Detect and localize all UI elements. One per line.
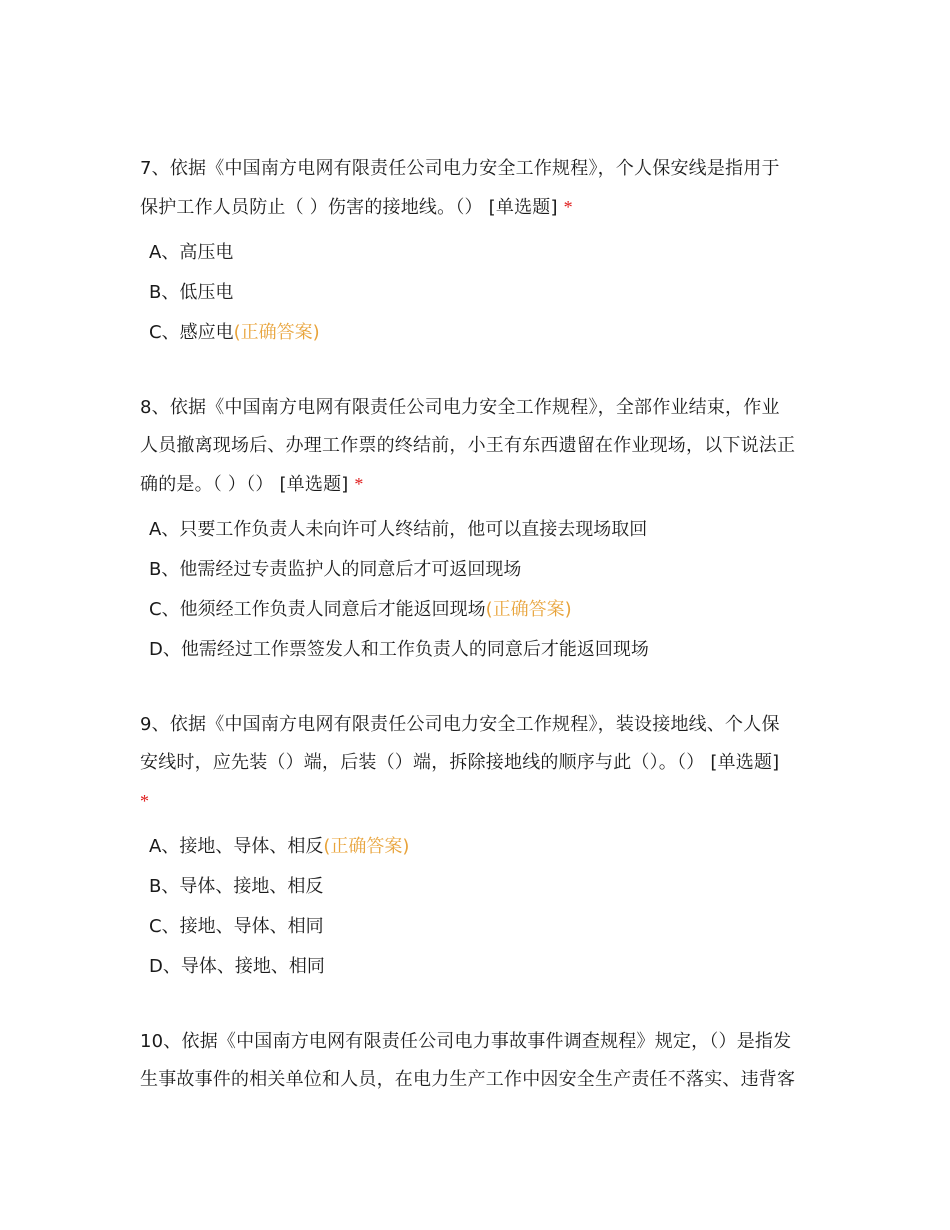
question-line-3: 确的是。（ ）（） [140,474,274,495]
option-b[interactable] [140,273,820,313]
question-line-2: 生事故事件的相关单位和人员，在电力生产工作中因安全生产责任不落实、违背客 [140,1069,796,1090]
option-label: D、他需经过工作票签发人和工作负责人的同意后才能返回现场 [149,639,649,660]
question-8 [140,389,820,670]
question-line-1: 10、依据《中国南方电网有限责任公司电力事故事件调查规程》规定，（）是指发 [140,1031,792,1052]
question-7 [140,150,820,353]
question-type: [单选题] [279,474,349,495]
question-line-2: 人员撤离现场后、办理工作票的终结前，小王有东西遗留在作业现场，以下说法正 [140,435,796,456]
option-label: A、接地、导体、相反 [149,836,324,857]
required-mark: * [354,474,364,494]
option-label: B、导体、接地、相反 [149,876,324,897]
option-label: B、低压电 [149,282,234,303]
option-label: C、他须经工作负责人同意后才能返回现场 [149,599,486,620]
question-9 [140,706,820,987]
option-a[interactable] [140,233,820,273]
option-d[interactable] [140,630,820,670]
question-text [140,706,820,821]
option-b[interactable] [140,867,820,907]
question-line-1: 9、依据《中国南方电网有限责任公司电力安全工作规程》，装设接地线、个人保 [140,714,780,735]
question-type: [单选题] [488,197,558,218]
correct-answer-mark: (正确答案) [233,322,320,343]
option-b[interactable] [140,550,820,590]
question-text [140,1023,820,1099]
question-line-2: 安线时，应先装（）端，后装（）端，拆除接地线的顺序与此（）。（） [140,752,705,773]
option-a[interactable] [140,827,820,867]
question-type: [单选题] [710,752,780,773]
option-c[interactable] [140,313,820,353]
question-10 [140,1023,820,1099]
question-line-1: 7、依据《中国南方电网有限责任公司电力安全工作规程》，个人保安线是指用于 [140,158,780,179]
option-c[interactable] [140,590,820,630]
question-line-2: 保护工作人员防止（ ）伤害的接地线。（） [140,197,483,218]
survey-page [140,150,820,1135]
option-a[interactable] [140,510,820,550]
option-label: A、只要工作负责人未向许可人终结前，他可以直接去现场取回 [149,519,648,540]
option-d[interactable] [140,947,820,987]
required-mark: * [563,197,573,217]
question-line-1: 8、依据《中国南方电网有限责任公司电力安全工作规程》，全部作业结束，作业 [140,397,780,418]
question-text [140,389,820,504]
option-label: C、感应电 [149,322,234,343]
required-mark: * [140,791,150,811]
option-c[interactable] [140,907,820,947]
option-label: A、高压电 [149,242,234,263]
correct-answer-mark: (正确答案) [485,599,572,620]
option-label: B、他需经过专责监护人的同意后才可返回现场 [149,559,522,580]
option-label: C、接地、导体、相同 [149,916,324,937]
question-text [140,150,820,227]
correct-answer-mark: (正确答案) [323,836,410,857]
option-label: D、导体、接地、相同 [149,956,325,977]
